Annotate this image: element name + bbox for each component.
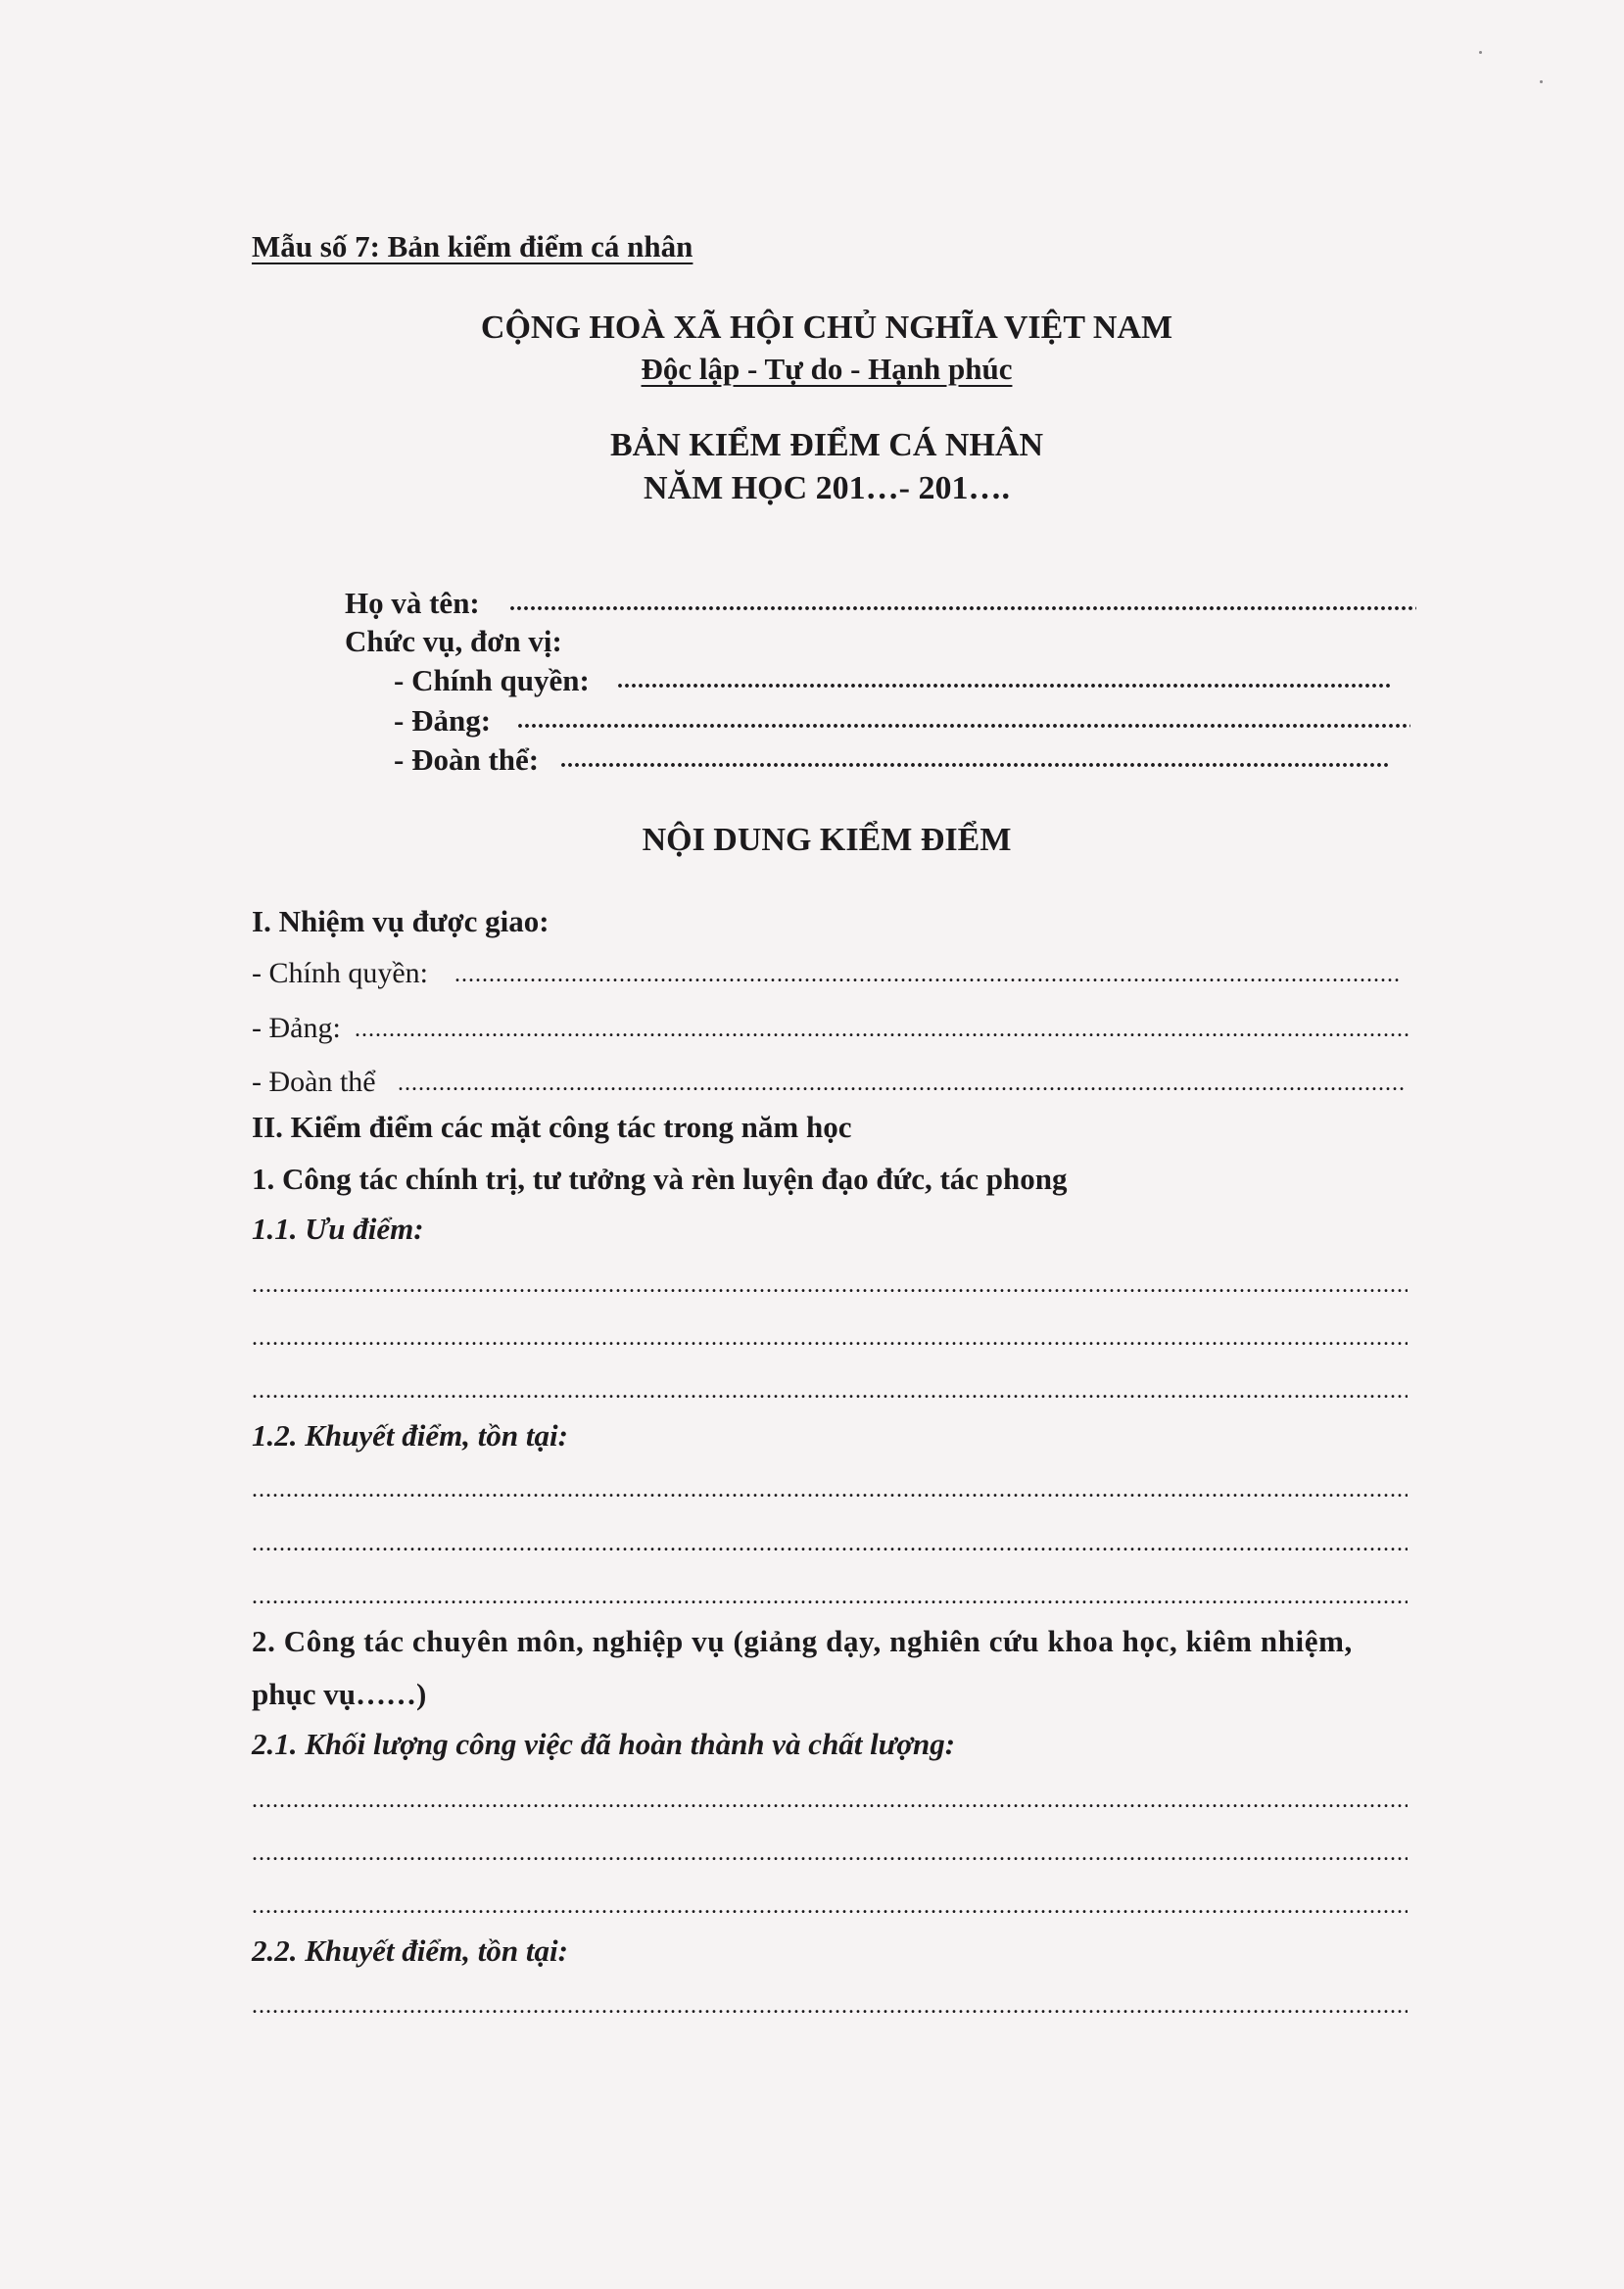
section1-union-label: - Đoàn thể	[252, 1066, 376, 1098]
item2-2-line-1[interactable]	[252, 1994, 1408, 2018]
content-title: NỘI DUNG KIỂM ĐIỂM	[642, 822, 1012, 858]
section1-party-label: - Đảng:	[252, 1012, 341, 1044]
item2-1-label: 2.1. Khối lượng công việc đã hoàn thành và chất lượng:	[252, 1727, 956, 1761]
item2-2-label: 2.2. Khuyết điểm, tồn tại:	[252, 1933, 568, 1968]
section2-item1-title: 1. Công tác chính trị, tư tưởng và rèn luyện đạo đức, tác phong	[252, 1162, 1068, 1196]
item2-1-line-3[interactable]	[252, 1894, 1408, 1918]
section1-party-field[interactable]	[355, 1018, 1409, 1041]
item1-2-label: 1.2. Khuyết điểm, tồn tại:	[252, 1418, 568, 1453]
section1-government-label: - Chính quyền:	[252, 957, 428, 989]
personal-government-field[interactable]	[617, 669, 1393, 692]
scan-speck	[1479, 51, 1482, 54]
name-field[interactable]	[509, 592, 1416, 615]
country-name: CỘNG HOÀ XÃ HỘI CHỦ NGHĨA VIỆT NAM	[480, 310, 1173, 346]
item1-1-line-1[interactable]	[252, 1273, 1408, 1297]
document-title: BẢN KIỂM ĐIỂM CÁ NHÂN	[610, 427, 1043, 463]
item1-1-label: 1.1. Ưu điểm:	[252, 1212, 424, 1246]
item2-1-line-1[interactable]	[252, 1788, 1408, 1812]
section1-title: I. Nhiệm vụ được giao:	[252, 904, 549, 938]
position-label: Chức vụ, đơn vị:	[345, 624, 562, 658]
item1-1-line-3[interactable]	[252, 1379, 1408, 1403]
personal-union-label: - Đoàn thể:	[394, 742, 540, 777]
personal-union-field[interactable]	[560, 748, 1389, 772]
section2-title: II. Kiểm điểm các mặt công tác trong năm học	[252, 1110, 852, 1144]
form-number: Mẫu số 7: Bản kiểm điểm cá nhân	[252, 229, 693, 263]
section2-item2-title-line1: 2. Công tác chuyên môn, nghiệp vụ (giảng dạy, nghiên cứu khoa học, kiêm nhiệm,	[252, 1624, 1353, 1658]
personal-government-label: - Chính quyền:	[394, 663, 590, 697]
item1-2-line-1[interactable]	[252, 1478, 1408, 1502]
section2-item2-title-line2: phục vụ……)	[252, 1677, 427, 1711]
school-year: NĂM HỌC 201…- 201….	[644, 470, 1010, 506]
item1-2-line-2[interactable]	[252, 1532, 1408, 1555]
section1-government-field[interactable]	[454, 963, 1401, 986]
item2-1-line-2[interactable]	[252, 1841, 1408, 1865]
name-label: Họ và tên:	[345, 586, 480, 620]
personal-party-label: - Đảng:	[394, 703, 492, 738]
scan-speck	[1540, 80, 1543, 83]
item1-1-line-2[interactable]	[252, 1326, 1408, 1350]
national-motto: Độc lập - Tự do - Hạnh phúc	[641, 352, 1013, 386]
personal-party-field[interactable]	[517, 709, 1410, 733]
item1-2-line-3[interactable]	[252, 1585, 1408, 1608]
section1-union-field[interactable]	[398, 1072, 1407, 1095]
